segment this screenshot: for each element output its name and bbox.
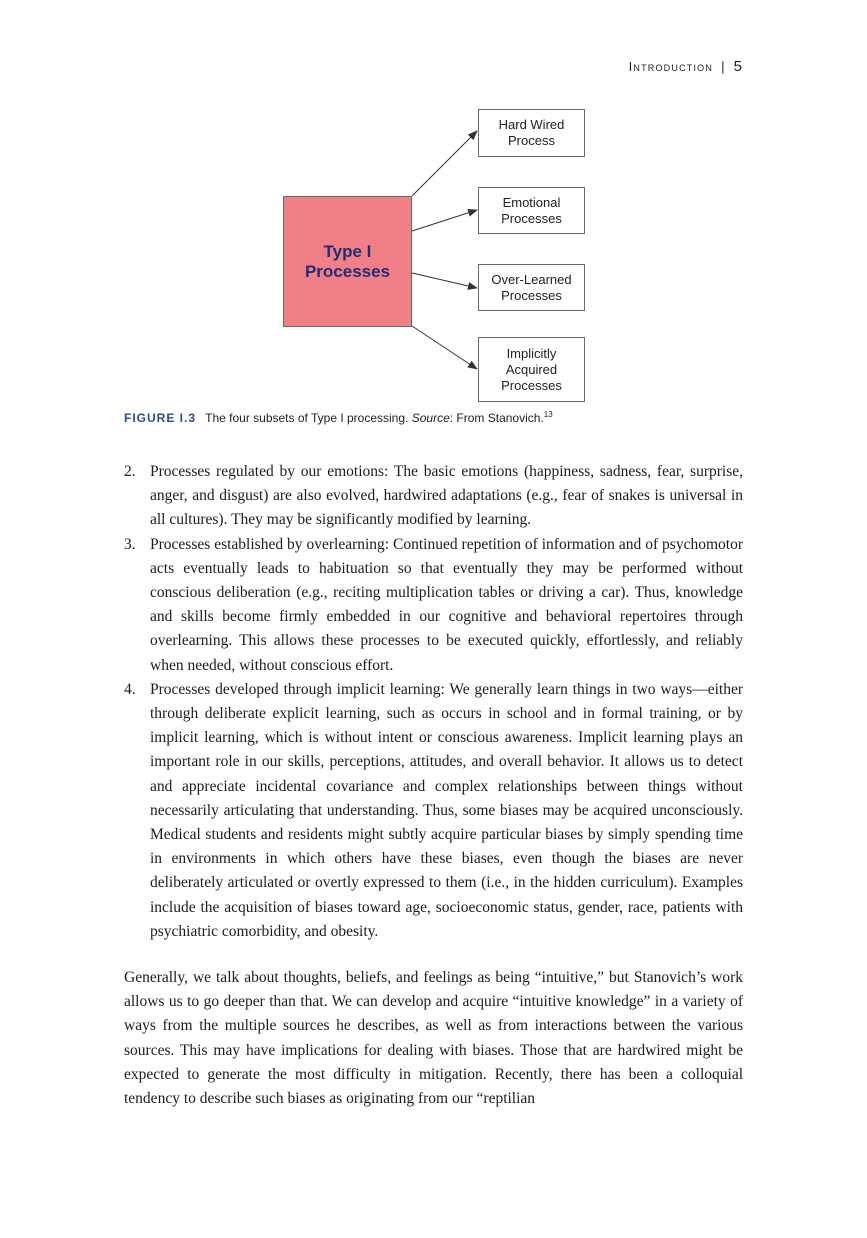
arrow-to-hard-wired (412, 131, 477, 196)
arrow-to-over-learned (412, 273, 477, 288)
implicitly-acquired-processes-node: Implicitly Acquired Processes (478, 337, 585, 402)
emotional-processes-node: Emotional Processes (478, 187, 585, 234)
arrow-to-emotional (412, 210, 477, 231)
numbered-list (124, 460, 743, 944)
header-separator: | (721, 59, 726, 74)
list-number: 4. (124, 680, 136, 698)
figure-caption (124, 410, 744, 425)
list-number: 3. (124, 535, 136, 553)
over-learned-processes-node: Over-Learned Processes (478, 264, 585, 311)
figure-label: FIGURE I.3 (124, 411, 197, 425)
section-title: Introduction (628, 59, 714, 74)
caption-source-label: Source (411, 411, 450, 425)
page-number: 5 (733, 58, 742, 75)
caption-source-text: : From Stanovich. (449, 411, 544, 425)
figure-type1-processes (0, 0, 867, 440)
hard-wired-process-node: Hard Wired Process (478, 109, 585, 157)
list-text: Processes established by overlearning: Continued repetition of information and of psychomotor acts eventually leads to habituation so that eventually they may be performed without conscious deliberation (e.g., reciting multiplication tables or driving a car). Thus, knowledge and skills become firmly embedded in our cognitive and behavioral repertoires through overlearning. This allows these processes to be executed quickly, effortlessly, and reliably when needed, without conscious effort. (150, 535, 743, 674)
list-text: Processes regulated by our emotions: The basic emotions (happiness, sadness, fear, surprise, anger, and disgust) are also evolved, hardwired adaptations (e.g., fear of snakes is universal in all cultures). They may be significantly modified by learning. (150, 463, 743, 529)
arrow-to-implicitly-acquired (412, 326, 477, 369)
body-paragraph: Generally, we talk about thoughts, beliefs, and feelings as being “intuitive,” but Stanovich’s work allows us to go deeper than that. We can develop and acquire “intuitive knowledge” in a variety of ways from the multiple sources he describes, as well as from interactions between the various sources. This may have implications for dealing with biases. Those that are hardwired might be expected to generate the most difficulty in mitigation. Recently, there has been a colloquial tendency to describe such biases as originating from our “reptilian (124, 969, 743, 1108)
caption-text: The four subsets of Type I processing. (205, 411, 409, 425)
list-item (124, 460, 743, 533)
caption-reference: 13 (543, 410, 553, 419)
list-text: Processes developed through implicit learning: We generally learn things in two ways—either through deliberate explicit learning, such as occurs in school and in formal training, or by implicit learning, which is without intent or conscious awareness. Implicit learning plays an important role in our skills, perceptions, attitudes, and overall behavior. It allows us to detect and appreciate incidental covariance and complex relationships between things without necessarily articulating that understanding. Thus, some biases may be acquired unconsciously. Medical students and residents might subtly acquire particular biases by simply spending time in environments in which others have these biases, even though the biases are never deliberately articulated or overtly expressed to them (i.e., in the hidden curriculum). Examples include the acquisition of biases toward age, socioeconomic status, gender, race, patients with psychiatric comorbidity, and obesity. (150, 680, 743, 940)
list-number: 2. (124, 463, 136, 480)
list-item (124, 678, 743, 944)
type-i-processes-node: Type I Processes (283, 196, 412, 327)
figure-arrows (0, 0, 867, 440)
list-item (124, 533, 743, 678)
